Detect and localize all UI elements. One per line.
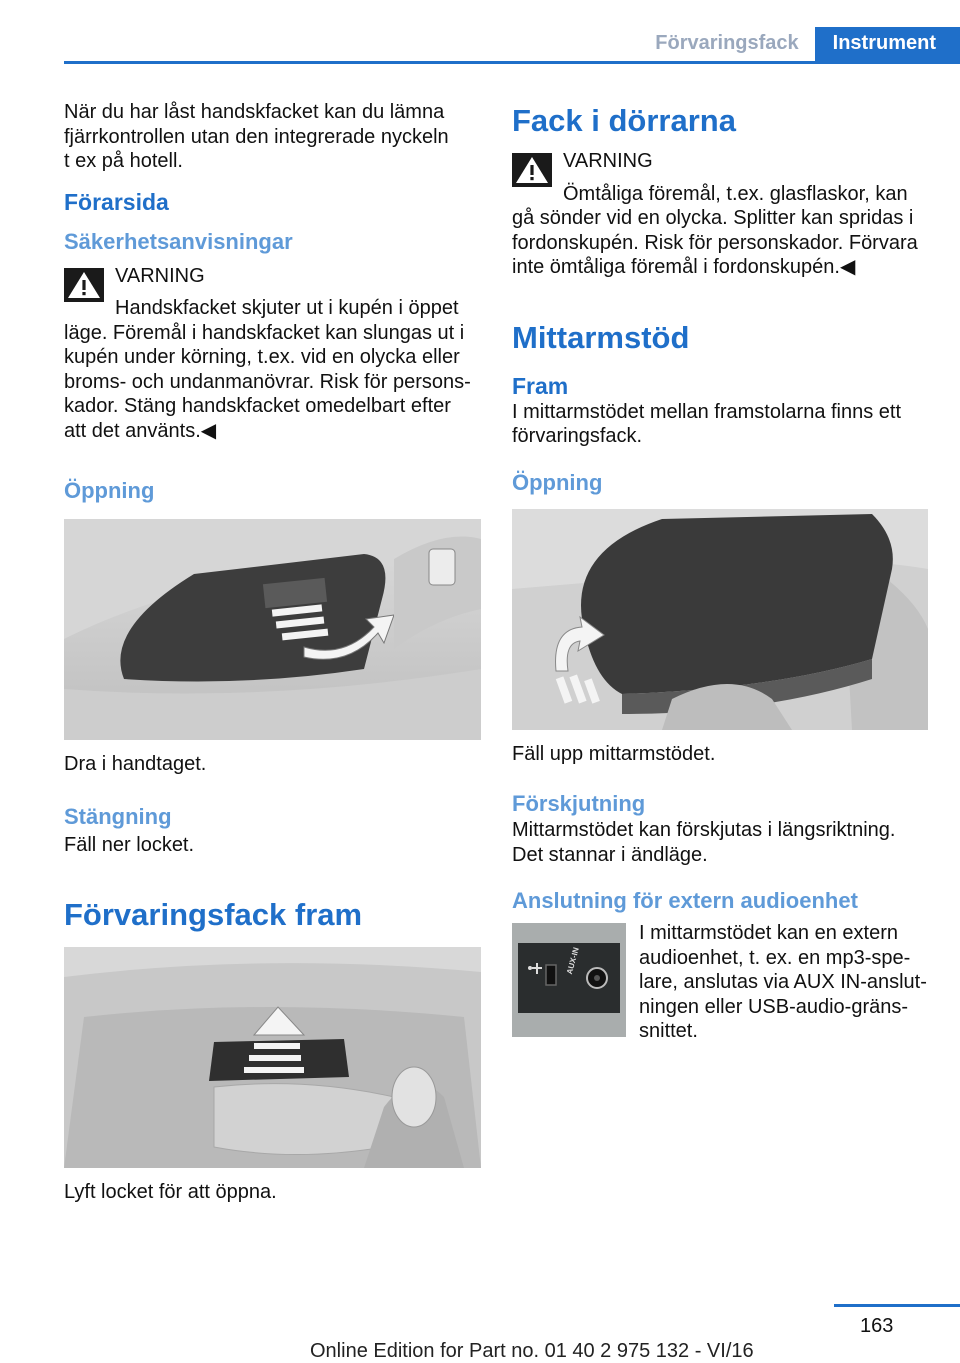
figure-glovebox-handle (64, 519, 481, 740)
text-audio-line-4: ningen eller USB-audio-gräns- (639, 995, 909, 1018)
footer-rule (834, 1304, 960, 1307)
warning-label: VARNING (115, 264, 205, 287)
caption-lift-lid: Lyft locket för att öppna. (64, 1181, 277, 1203)
intro-line-1: När du har låst handskfacket kan du lämna (64, 101, 445, 123)
heading-stangning: Stängning (64, 803, 172, 829)
heading-audio-connection: Anslutning för extern audioenhet (512, 888, 858, 913)
audio-text (639, 921, 929, 1044)
warning-line-6: att det använts.◀ (64, 419, 217, 442)
heading-fack-i-dorrarna: Fack i dörrarna (512, 103, 736, 138)
right-column (512, 100, 928, 1061)
aux-in-label: AUX-IN (565, 946, 581, 976)
warning-line-4: inte ömtåliga föremål i fordonskupén.◀ (512, 256, 856, 278)
text-audio-line-3: lare, anslutas via AUX IN-anslut- (639, 971, 927, 993)
text-audio-line-5: snittet. (639, 1020, 698, 1042)
left-column (64, 100, 481, 1205)
warning-triangle-icon (512, 153, 552, 187)
warning-triangle-icon (64, 268, 104, 302)
figure-aux-usb (512, 923, 626, 1037)
caption-pull-handle: Dra i handtaget. (64, 753, 207, 775)
warning-line-1: Ömtåliga föremål, t.ex. glasflaskor, kan (563, 182, 908, 205)
heading-forvaringsfack-fram: Förvaringsfack fram (64, 897, 363, 932)
heading-forarsida: Förarsida (64, 188, 169, 215)
warning-line-5: kador. Stäng handskfacket omedelbart efter (64, 395, 451, 417)
warning-line-4: broms- och undanmanövrar. Risk för persons- (64, 370, 471, 393)
header-rule (64, 61, 960, 64)
text-forskjutning-line-1: Mittarmstödet kan förskjutas i längsriktning. (512, 819, 896, 841)
intro-line-2: fjärrkontrollen utan den integrerade nyckeln (64, 125, 449, 148)
text-forskjutning-line-2: Det stannar i ändläge. (512, 843, 708, 866)
chapter-tab: Instrument (815, 27, 960, 62)
figure-front-storage (64, 947, 481, 1168)
text-fram-line-1: I mittarmstödet mellan framstolarna finns ett (512, 400, 902, 423)
warning-line-3: kupén under körning, t.ex. vid en olycka eller (64, 346, 460, 368)
heading-sakerhetsanvisningar: Säkerhetsanvisningar (64, 228, 293, 254)
heading-oppning: Öppning (64, 478, 155, 503)
text-audio-line-1: I mittarmstödet kan en extern (639, 922, 899, 944)
warning-door-pockets (512, 149, 928, 280)
text-audio-line-2: audioenhet, t. ex. en mp3-spe- (639, 946, 911, 969)
warning-line-3: fordonskupén. Risk för personskador. Förvara (512, 231, 918, 254)
caption-open-armrest: Fäll upp mittarmstödet. (512, 742, 716, 765)
heading-oppning-armrest: Öppning (512, 469, 603, 495)
heading-fram: Fram (512, 372, 569, 399)
warning-glovebox (64, 264, 481, 444)
warning-line-2: gå sönder vid en olycka. Splitter kan spridas i (512, 207, 914, 229)
intro-line-3: t ex på hotell. (64, 150, 183, 172)
section-tab: Förvaringsfack (655, 32, 799, 54)
footer-edition: Online Edition for Part no. 01 40 2 975 132 - VI/16 (310, 1340, 754, 1362)
heading-forskjutning: Förskjutning (512, 791, 646, 816)
warning-line-1: Handskfacket skjuter ut i kupén i öppet (115, 297, 459, 319)
warning-line-2: läge. Föremål i handskfacket kan slungas ut i (64, 321, 465, 344)
warning-label: VARNING (563, 150, 653, 172)
text-fram-line-2: förvaringsfack. (512, 425, 643, 447)
heading-mittarmstod: Mittarmstöd (512, 319, 690, 355)
page-header (639, 27, 960, 62)
page-number: 163 (860, 1315, 894, 1337)
figure-armrest (512, 509, 928, 730)
text-close-lid: Fäll ner locket. (64, 833, 195, 856)
audio-section (512, 921, 928, 1061)
